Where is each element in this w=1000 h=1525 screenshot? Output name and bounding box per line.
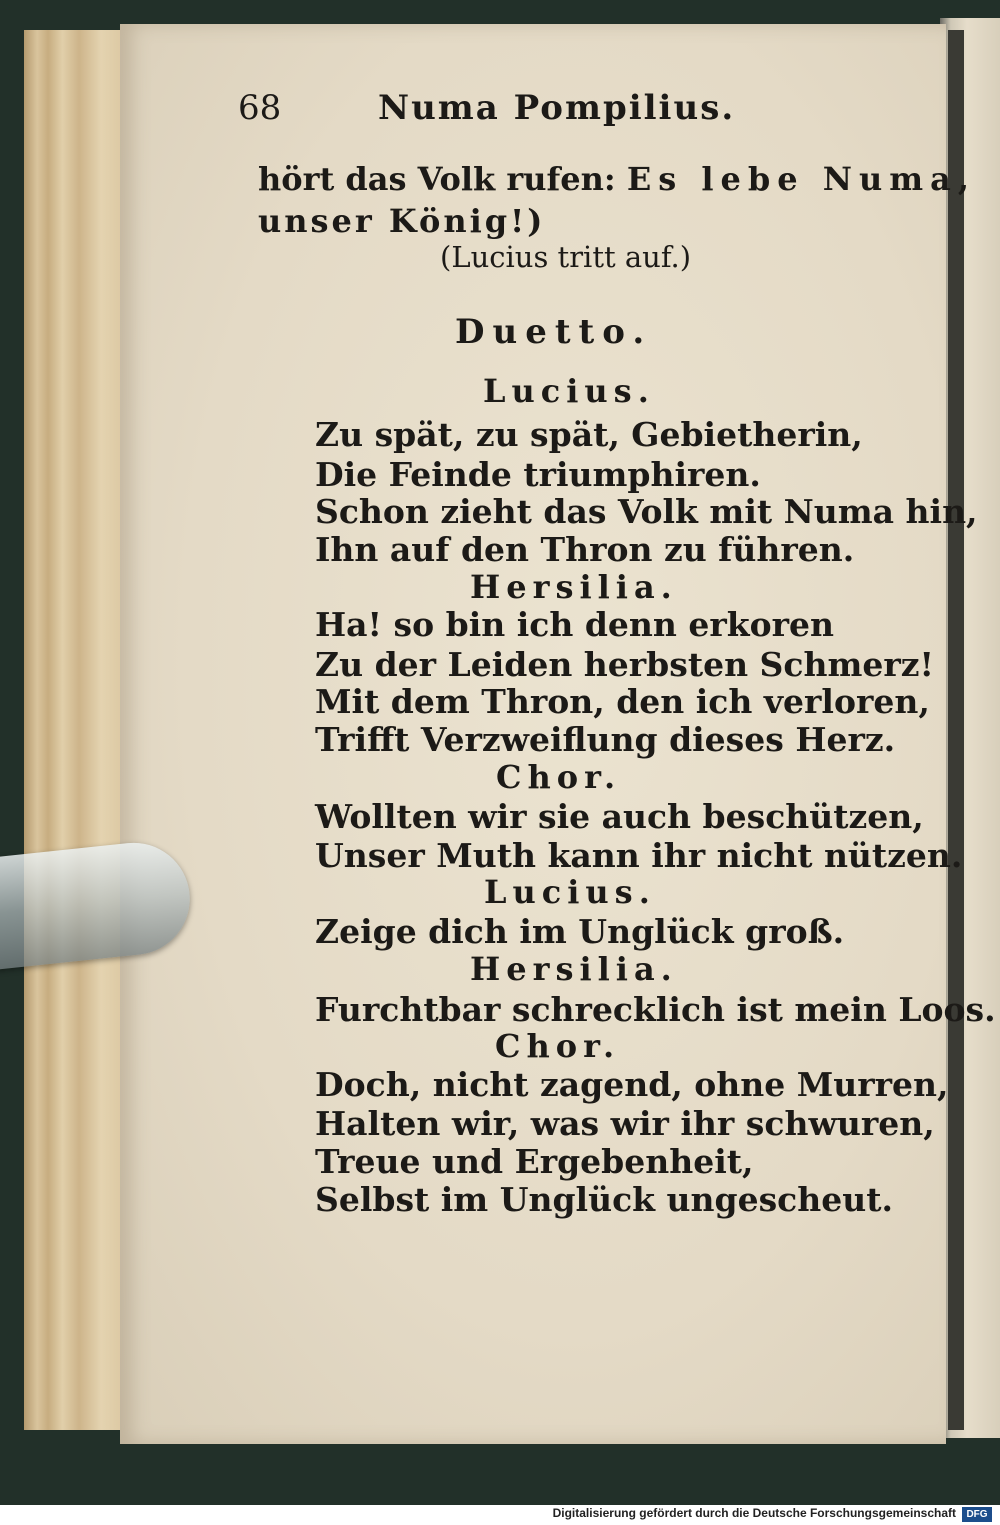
verse-line: Furchtbar schrecklich ist mein Loos. [315, 990, 996, 1029]
verse-line: Wollten wir sie auch beschützen, [315, 797, 924, 836]
verse-line: Mit dem Thron, den ich verloren, [315, 682, 930, 721]
dfg-logo-icon: DFG [962, 1507, 992, 1522]
page-stack-edges [24, 30, 134, 1430]
prose-text-spaced: Es lebe Numa, [626, 160, 977, 198]
speaker-lucius: Lucius. [484, 873, 656, 911]
page-header [238, 88, 758, 138]
verse-line: Zu der Leiden herbsten Schmerz! [315, 645, 934, 684]
page-gutter-shadow [948, 30, 964, 1430]
verse-line: Zu spät, zu spät, Gebietherin, [315, 415, 863, 454]
verse-line: Unser Muth kann ihr nicht nützen. [315, 836, 963, 875]
prose-line-2: unser König!) [258, 202, 546, 240]
funding-credit: Digitalisierung gefördert durch die Deutsche Forschungsgemeinschaft [552, 1506, 956, 1520]
page-number: 68 [238, 88, 282, 128]
verse-line: Zeige dich im Unglück groß. [315, 912, 845, 951]
speaker-hersilia: Hersilia. [470, 950, 678, 988]
stage-direction: (Lucius tritt auf.) [440, 240, 692, 274]
verse-line: Halten wir, was wir ihr schwuren, [315, 1104, 935, 1143]
prose-text-start: hört das Volk rufen: [258, 160, 627, 198]
verse-line: Trifft Verzweiflung dieses Herz. [315, 720, 896, 759]
verse-line: Ihn auf den Thron zu führen. [315, 530, 855, 569]
verse-line: Doch, nicht zagend, ohne Murren, [315, 1065, 949, 1104]
verse-line: Ha! so bin ich denn erkoren [315, 605, 834, 644]
speaker-hersilia: Hersilia. [470, 568, 678, 606]
speaker-chor: Chor. [495, 1027, 621, 1065]
section-heading: Duetto. [455, 312, 653, 352]
verse-line: Treue und Ergebenheit, [315, 1142, 754, 1181]
prose-line-1 [258, 160, 976, 198]
verse-line: Selbst im Unglück ungescheut. [315, 1180, 893, 1219]
running-title: Numa Pompilius. [378, 88, 736, 128]
speaker-chor: Chor. [496, 758, 622, 796]
speaker-lucius: Lucius. [483, 372, 655, 410]
verse-line: Schon zieht das Volk mit Numa hin, [315, 492, 978, 531]
verse-line: Die Feinde triumphiren. [315, 455, 761, 494]
